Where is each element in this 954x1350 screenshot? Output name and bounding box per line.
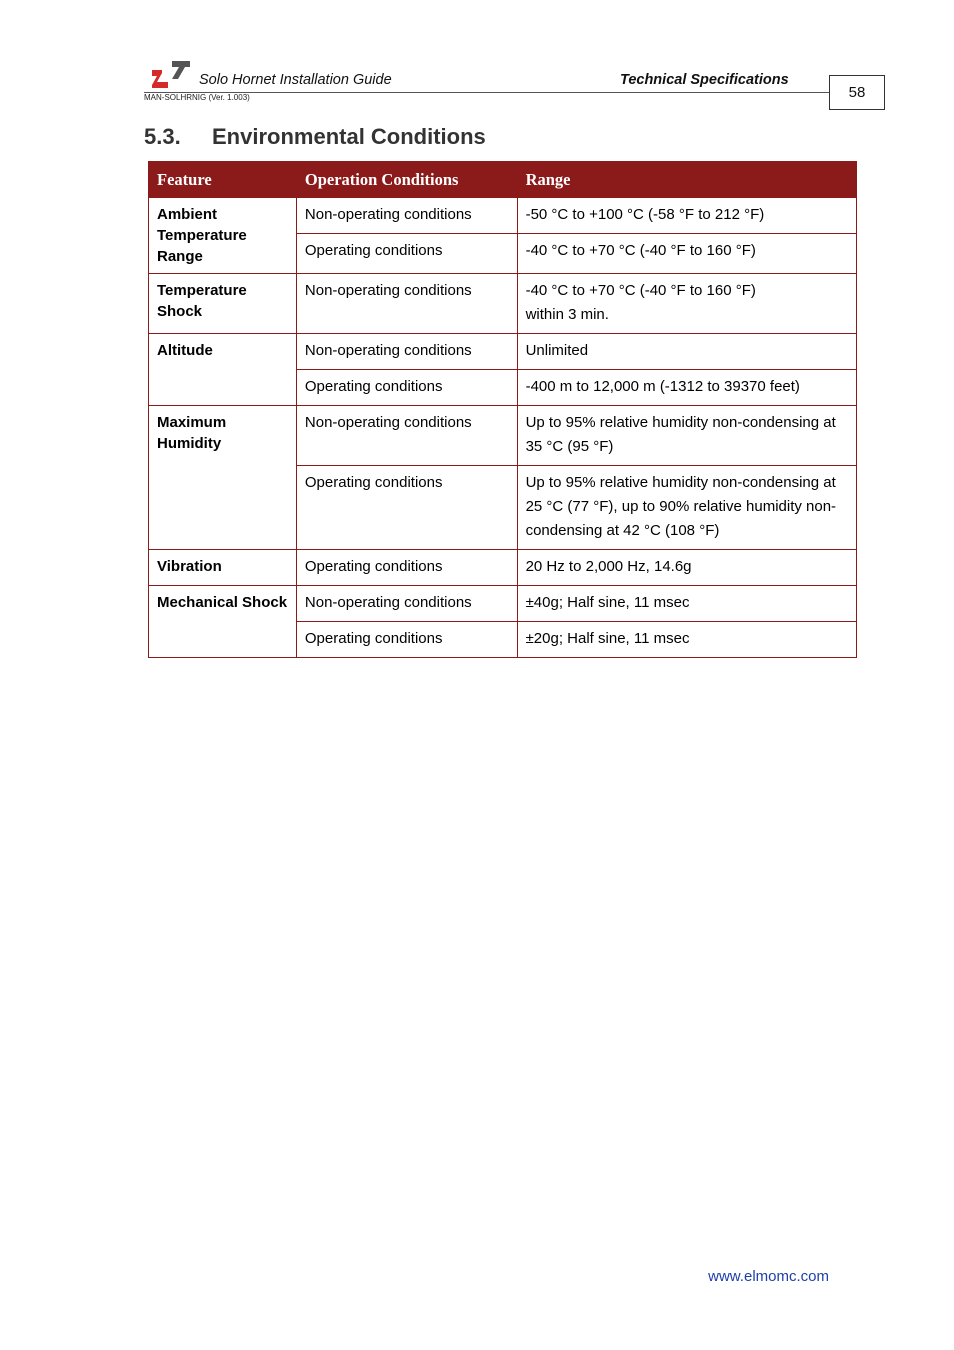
website-link[interactable]: www.elmomc.com — [708, 1268, 829, 1285]
range-cell: -400 m to 12,000 m (-1312 to 39370 feet) — [517, 370, 856, 406]
range-cell: ±20g; Half sine, 11 msec — [517, 622, 856, 658]
range-cell: ±40g; Half sine, 11 msec — [517, 586, 856, 622]
section-number: 5.3. — [144, 124, 181, 149]
condition-cell: Non-operating conditions — [296, 406, 517, 466]
range-line: -40 °C to +70 °C (-40 °F to 160 °F) — [525, 282, 756, 299]
feature-cell: Altitude — [149, 334, 297, 406]
table-row — [149, 334, 857, 370]
condition-cell: Non-operating conditions — [296, 198, 517, 234]
section-heading — [144, 124, 486, 150]
range-cell: Unlimited — [517, 334, 856, 370]
page-header — [144, 56, 885, 112]
table-row — [149, 586, 857, 622]
condition-cell: Operating conditions — [296, 466, 517, 550]
column-header-range: Range — [517, 162, 856, 198]
range-cell: Up to 95% relative humidity non-condensing at 25 °C (77 °F), up to 90% relative humidity non-condensing at 42 °C (108 °F) — [517, 466, 856, 550]
column-header-feature: Feature — [149, 162, 297, 198]
feature-cell: Ambient Temperature Range — [149, 198, 297, 274]
condition-cell: Operating conditions — [296, 234, 517, 274]
range-line: within 3 min. — [525, 306, 609, 323]
document-title: Solo Hornet Installation Guide — [199, 72, 392, 88]
range-cell: -40 °C to +70 °C (-40 °F to 160 °F) — [517, 234, 856, 274]
condition-cell: Operating conditions — [296, 622, 517, 658]
range-cell — [517, 274, 856, 334]
range-cell: Up to 95% relative humidity non-condensing at 35 °C (95 °F) — [517, 406, 856, 466]
condition-cell: Non-operating conditions — [296, 274, 517, 334]
feature-cell: Maximum Humidity — [149, 406, 297, 550]
table-row — [149, 550, 857, 586]
condition-cell: Non-operating conditions — [296, 586, 517, 622]
range-cell: -50 °C to +100 °C (-58 °F to 212 °F) — [517, 198, 856, 234]
document-code: MAN-SOLHRNIG (Ver. 1.003) — [144, 93, 250, 102]
chapter-label: Technical Specifications — [620, 72, 789, 88]
table-row — [149, 274, 857, 334]
condition-cell: Operating conditions — [296, 370, 517, 406]
feature-cell: Temperature Shock — [149, 274, 297, 334]
table-row — [149, 198, 857, 234]
column-header-operation-conditions: Operation Conditions — [296, 162, 517, 198]
table-header-row — [149, 162, 857, 198]
elmo-logo-icon — [150, 58, 190, 88]
range-cell: 20 Hz to 2,000 Hz, 14.6g — [517, 550, 856, 586]
page-number: 58 — [829, 75, 885, 110]
feature-cell: Vibration — [149, 550, 297, 586]
condition-cell: Operating conditions — [296, 550, 517, 586]
feature-cell: Mechanical Shock — [149, 586, 297, 658]
condition-cell: Non-operating conditions — [296, 334, 517, 370]
table-row — [149, 406, 857, 466]
section-title: Environmental Conditions — [212, 124, 486, 149]
environmental-conditions-table — [148, 161, 857, 658]
